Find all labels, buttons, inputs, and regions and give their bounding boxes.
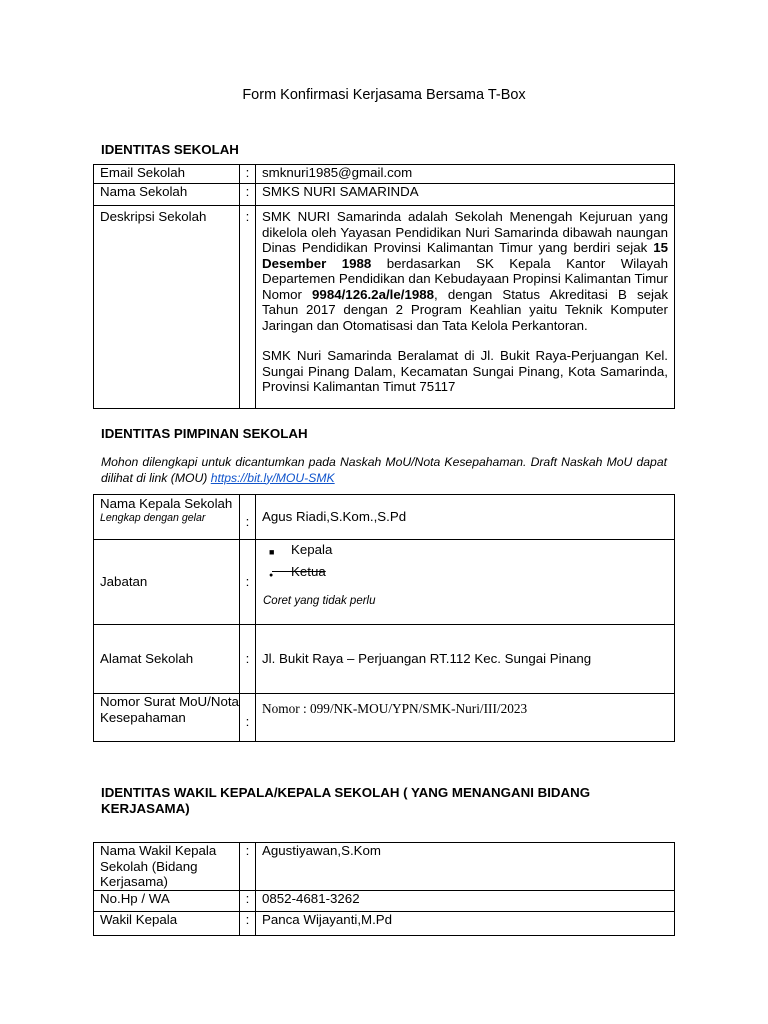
deskripsi-paragraph-2: SMK Nuri Samarinda Beralamat di Jl. Bukit Raya-Perjuangan Kel. Sungai Pinang Dalam, Kecamatan Sungai Pinang, Kota Samarinda, Provinsi Kalimantan Timut 75117: [262, 348, 668, 394]
mou-link[interactable]: https://bit.ly/MOU-SMK: [210, 470, 335, 485]
nama-sekolah-value: SMKS NURI SAMARINDA: [256, 184, 675, 206]
identitas-pimpinan-table: [93, 494, 675, 742]
kepala-value: Agus Riadi,S.Kom.,S.Pd: [256, 495, 675, 540]
colon: :: [240, 184, 256, 206]
field-label: No.Hp / WA: [94, 891, 240, 912]
kepala-label: Nama Kepala Sekolah: [100, 496, 233, 511]
colon: :: [240, 891, 256, 912]
colon: :: [240, 694, 256, 742]
email-value: smknuri1985@gmail.com: [256, 165, 675, 184]
jabatan-note: Coret yang tidak perlu: [263, 595, 376, 607]
identitas-wakil-table: [93, 842, 675, 936]
deskripsi-paragraph-1: SMK NURI Samarinda adalah Sekolah Menengah Kejuruan yang dikelola oleh Yayasan Pendidikan Nuri Samarinda dibawah naungan Dinas Pendidikan Provinsi Kalimantan Timur yang berdiri sejak 15 Desember 1988 berdasarkan SK Kepala Kantor Wilayah Departemen Pendidikan dan Kebudayaan Propinsi Kalimantan Timur Nomor 9984/126.2a/le/1988, dengan Status Akreditasi B sejak Tahun 2017 dengan 2 Program Keahlian yaitu Teknik Komputer Jaringan dan Otomatisasi dan Tata Kelola Perkantoran.: [262, 209, 669, 333]
colon: :: [240, 165, 256, 184]
deskripsi-value: [256, 206, 675, 409]
field-label: Email Sekolah: [94, 165, 240, 184]
colon: :: [240, 206, 256, 409]
field-label: Nama Wakil Kepala Sekolah (Bidang Kerjasama): [94, 843, 240, 891]
field-label: Wakil Kepala: [94, 912, 240, 936]
colon: :: [240, 540, 256, 625]
jabatan-value: [256, 540, 675, 625]
wakil-value: Agustiyawan,S.Kom: [256, 843, 675, 891]
strike-mark: [272, 571, 292, 572]
field-label: Deskripsi Sekolah: [94, 206, 240, 409]
section-heading-pimpinan: IDENTITAS PIMPINAN SEKOLAH: [101, 426, 308, 441]
field-label: Jabatan: [94, 540, 240, 625]
table-row: [94, 694, 675, 742]
jabatan-option-kepala: Kepala: [291, 542, 333, 557]
identitas-sekolah-table: [93, 164, 675, 409]
colon: :: [240, 495, 256, 540]
bullet-icon: ●: [269, 572, 274, 579]
instruction-note: Mohon dilengkapi untuk dicantumkan pada Naskah MoU/Nota Kesepahaman. Draft Naskah MoU dapat dilihat di link (MOU) https://bit.ly/MOU-SMK: [101, 455, 667, 485]
table-row: [94, 495, 675, 540]
colon: :: [240, 625, 256, 694]
form-title: Form Konfirmasi Kerjasama Bersama T-Box: [242, 87, 526, 103]
colon: :: [240, 843, 256, 891]
table-row: [94, 165, 675, 184]
field-label: [94, 495, 240, 540]
alamat-value: Jl. Bukit Raya – Perjuangan RT.112 Kec. Sungai Pinang: [256, 625, 675, 694]
jabatan-option-ketua: Ketua: [291, 564, 326, 579]
table-row: [94, 891, 675, 912]
hp-value: 0852-4681-3262: [256, 891, 675, 912]
field-label: Alamat Sekolah: [94, 625, 240, 694]
table-row: [94, 184, 675, 206]
bullet-icon: ■: [269, 547, 275, 557]
table-row: [94, 540, 675, 625]
table-row: [94, 912, 675, 936]
table-row: [94, 206, 675, 409]
field-label: Nomor Surat MoU/Nota Kesepahaman: [94, 694, 240, 742]
colon: :: [240, 912, 256, 936]
table-row: [94, 625, 675, 694]
table-row: [94, 843, 675, 891]
wakil-kepala-value: Panca Wijayanti,M.Pd: [256, 912, 675, 936]
section-heading-wakil: IDENTITAS WAKIL KEPALA/KEPALA SEKOLAH ( YANG MENANGANI BIDANG KERJASAMA): [101, 785, 591, 816]
nomor-surat-value: Nomor : 099/NK-MOU/YPN/SMK-Nuri/III/2023: [256, 694, 675, 742]
kepala-sublabel: Lengkap dengan gelar: [100, 511, 206, 524]
section-heading-identitas-sekolah: IDENTITAS SEKOLAH: [101, 142, 239, 157]
field-label: Nama Sekolah: [94, 184, 240, 206]
